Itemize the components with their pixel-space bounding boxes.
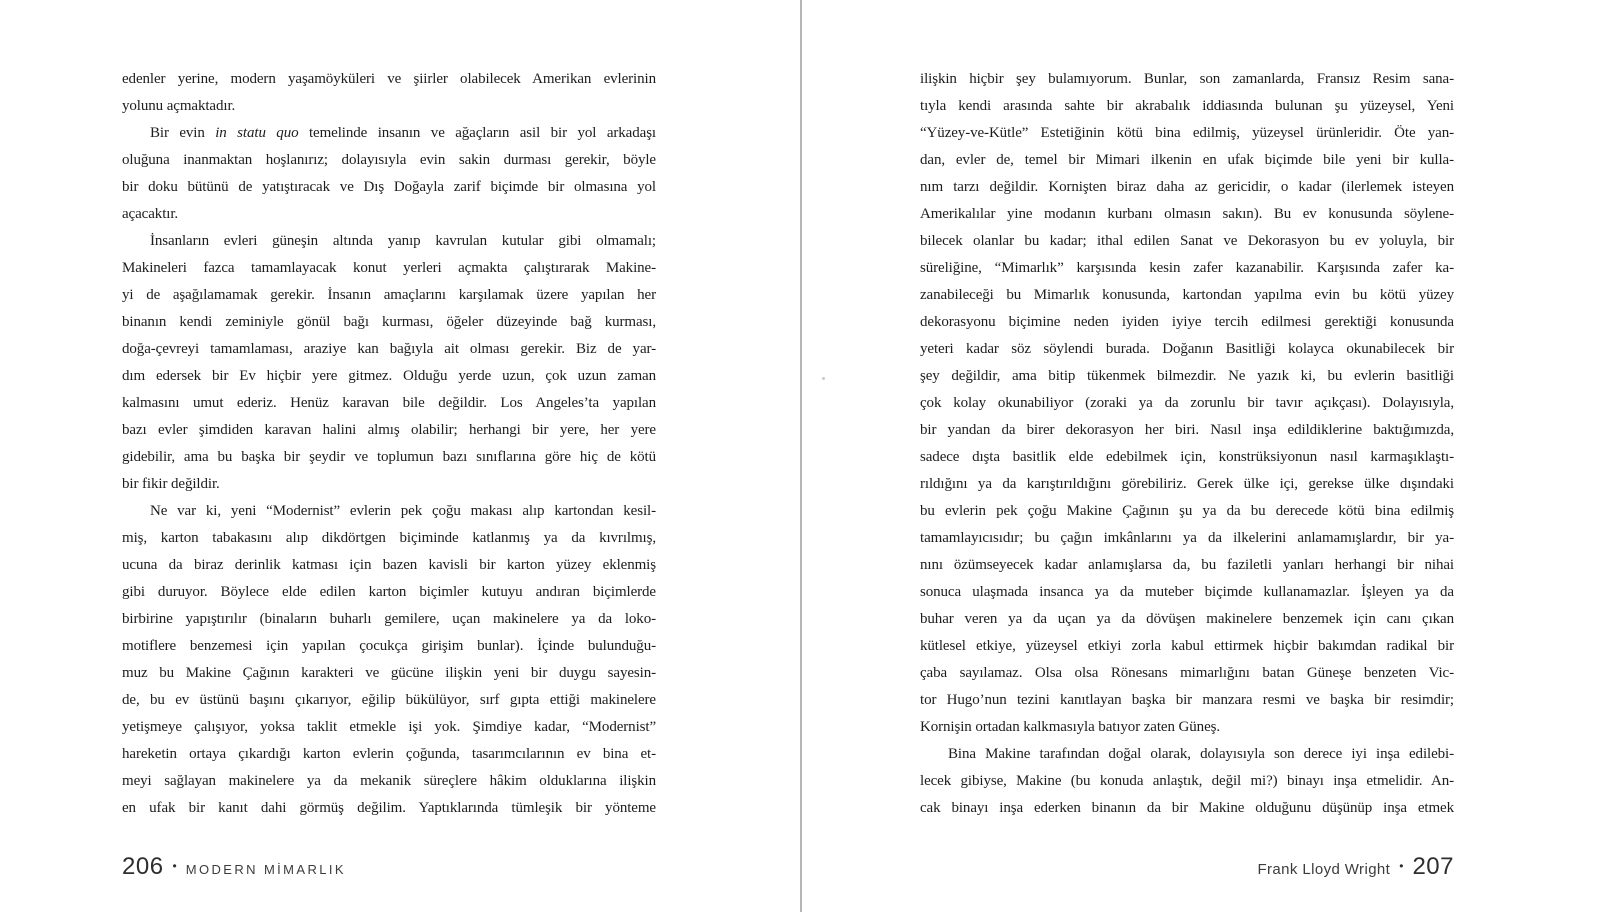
left-page-text (122, 66, 656, 822)
text-line: birbirine yapıştırılır (binaların buharlı gemilere, uçan makinelere ya da loko- (122, 611, 656, 627)
text-line: doğa-çevreyi tamamlaması, araziye kan bağıyla ait olması gerekir. Biz de yar- (122, 341, 656, 357)
text-line: yi de aşağılamamak gerekir. İnsanın amaçlarını karşılamak üzere yapılan her (122, 287, 656, 303)
text-line: dan, evler de, temel bir Mimari ilkenin en ufak biçimde bile yeni bir kulla- (920, 152, 1454, 168)
text-line: miş, karton tabakasını alıp dikdörtgen biçiminde katlanmış ya da kıvrılmış, (122, 530, 656, 546)
text-line: ilişkin hiçbir şey bulamıyorum. Bunlar, son zamanlarda, Fransız Resim sana- (920, 71, 1454, 87)
book-running-title: MODERN MİMARLIK (185, 862, 346, 877)
text-line: kütlesel etkiye, yüzeysel etkiyi zorla kabul ettirmek hiçbir bakımdan radikal bir (920, 638, 1454, 654)
text-line: edenler yerine, modern yaşamöyküleri ve şiirler olabilecek Amerikan evlerinin (122, 71, 656, 87)
text-line: dekorasyonu biçimine neden iyiden iyiye tercih edilmesi gerektiği konusunda (920, 314, 1454, 330)
footer-separator: • (172, 859, 177, 873)
text-line: Kornişin ortadan kalkmasıyla batıyor zaten Güneş. (920, 719, 1221, 735)
text-line: Makineleri fazca tamamlayacak konut yerleri açmakta çalıştırarak Makine- (122, 260, 656, 276)
text-line: açacaktır. (122, 206, 179, 222)
text-line: lecek gibiyse, Makine (bu konuda anlaştık, değil mi?) binayı inşa etmelidir. An- (920, 773, 1454, 789)
text-line: “Yüzey-ve-Kütle” Estetiğinin kötü bina edilmiş, yüzeysel ürünleridir. Öte yan- (920, 125, 1454, 141)
text-line: rıldığını ya da karıştırıldığını görebiliriz. Gerek ülke içi, gerekse ülke dışındaki (920, 476, 1454, 492)
text-line: bir fikir değildir. (122, 476, 220, 492)
right-page-footer (920, 853, 1454, 881)
text-line: tıyla kendi arasında sahte bir akrabalık iddiasında bulunan şu yüzeysel, Yeni (920, 98, 1454, 114)
text-line: de, bu ev üstünü başını çıkarıyor, eğilip bükülüyor, sırf gıpta ettiği makinelere (122, 692, 656, 708)
text-line: İnsanların evleri güneşin altında yanıp kavrulan kutular gibi olmamalı; (150, 233, 656, 249)
text-line: bazı evler şimdiden karavan halini almış olabilir; herhangi bir yere, her yere (122, 422, 656, 438)
text-line: şey değildir, ama bitip tükenmek bilmezdir. Ne yazık ki, bu evlerin basitliği (920, 368, 1454, 384)
text-line: yolunu açmaktadır. (122, 98, 236, 114)
text-line: süreliğine, “Mimarlık” karşısında kesin zafer kazanabilir. Karşısında zafer ka- (920, 260, 1454, 276)
text-line: Bina Makine tarafından doğal olarak, dolayısıyla son derece iyi inşa edilebi- (948, 746, 1454, 762)
text-line: sadece dışta basitlik elde edebilmek için, konstrüksiyonun nasıl karmaşıklaştı- (920, 449, 1454, 465)
text-line: Ne var ki, yeni “Modernist” evlerin pek çoğu makası alıp kartondan kesil- (150, 503, 656, 519)
text-line: Amerikalılar yine modanın kurbanı olmasın sakın). Bu ev konusunda söylene- (920, 206, 1454, 222)
text-line: Bir evin in statu quo temelinde insanın ve ağaçların asil bir yol arkadaşı (150, 125, 656, 141)
text-line: muz bu Makine Çağının karakteri ve gücüne ilişkin yeni bir duygu sayesin- (122, 665, 656, 681)
text-line: ucuna da biraz derinlik katması için bazen kavisli bir karton yüzey eklenmiş (122, 557, 656, 573)
right-page-number: 207 (1412, 853, 1454, 880)
text-line: sonuca ulaşmada insanca ya da muteber biçimde kullanamazlar. İşleyen ya da (920, 584, 1454, 600)
text-line: bu evlerin pek çoğu Makine Çağının şu ya da bu derecede kötü bina edilmiş (920, 503, 1454, 519)
text-line: motiflere benzemesi için yapılan çocukça girişim bunlar). İçinde bulunduğu- (122, 638, 656, 654)
text-line: bir doku bütünü de yatıştıracak ve Dış Doğayla zarif biçimde bir olmasına yol (122, 179, 656, 195)
text-line: tor Hugo’nun tezini kanıtlayan başka bir manzara resmi ve başka bir resimdir; (920, 692, 1454, 708)
text-line: buhar veren ya da uçan ya da dövüşen makinelere benzemek için canı çıkan (920, 611, 1454, 627)
right-page-text (920, 66, 1454, 822)
scan-speck (822, 377, 825, 380)
text-line: nını özümseyecek kadar anlamışlarsa da, bu faziletli yanları herhangi bir nihai (920, 557, 1454, 573)
text-line: yeteri kadar söz söylendi burada. Doğanın Basitliği kolayca okunabilecek bir (920, 341, 1454, 357)
text-line: çaba sayılamaz. Olsa olsa Rönesans mimarlığını batan Güneşe benzeten Vic- (920, 665, 1454, 681)
author-name: Frank Lloyd Wright (1257, 861, 1391, 878)
text-line: hareketin ortaya çıkardığı karton evlerin çoğunda, tasarımcılarının ev bina et- (122, 746, 656, 762)
text-line: bir yandan da birer dekorasyon her biri. Nasıl inşa edildiklerine baktığımızda, (920, 422, 1454, 438)
text-line: dım edersek bir Ev hiçbir yere gitmez. Olduğu yerde uzun, çok uzun zaman (122, 368, 656, 384)
text-line: oluğuna inanmaktan hoşlanırız; dolayısıyla evin sakin durması gerekir, böyle (122, 152, 656, 168)
text-line: zanabileceği bu Mimarlık konusunda, kartondan yapılma evin bu kötü yüzey (920, 287, 1454, 303)
text-line: bilecek olanlar bu kadar; ithal edilen Sanat ve Dekorasyon bu ev yoluyla, bir (920, 233, 1454, 249)
text-line: gibi duruyor. Böylece elde edilen karton biçimler kutuyu andıran biçimlerde (122, 584, 656, 600)
text-line: tamamlayıcısıdır; bu çağın imkânlarını ya da ilkelerini anlamamışlardır, bir ya- (920, 530, 1454, 546)
text-line: en ufak bir kanıt dahi görmüş değilim. Yaptıklarında tümleşik bir yönteme (122, 800, 656, 816)
text-line: binanın kendi zeminiyle gönül bağı kurması, öğeler düzeyinde bağ kurması, (122, 314, 656, 330)
text-line: gidebilir, ama bu başka bir şeydir ve toplumun bazı sınıflarına göre hiç de kötü (122, 449, 656, 465)
text-line: yetişmeye çalışıyor, yoksa taklit etmekle işi yok. Şimdiye kadar, “Modernist” (122, 719, 656, 735)
footer-separator: • (1399, 859, 1404, 873)
text-line: nım tarzı değildir. Kornişten biraz daha az gericidir, o kadar (ilerlemek isteyen (920, 179, 1454, 195)
text-line: kalmasını umut ederiz. Henüz karavan bile değildir. Los Angeles’ta yapılan (122, 395, 656, 411)
page-divider (800, 0, 802, 912)
text-line: cak binayı inşa ederken binanın da bir Makine olduğunu düşünüp inşa etmek (920, 800, 1454, 816)
left-page-footer (122, 853, 346, 881)
left-page-number: 206 (122, 853, 164, 880)
text-line: meyi sağlayan makinelere ya da mekanik süreçlere hâkim olduklarına ilişkin (122, 773, 656, 789)
text-line: çok kolay okunabiliyor (zoraki ya da zorunlu bir tavır açıkçası). Dolayısıyla, (920, 395, 1454, 411)
